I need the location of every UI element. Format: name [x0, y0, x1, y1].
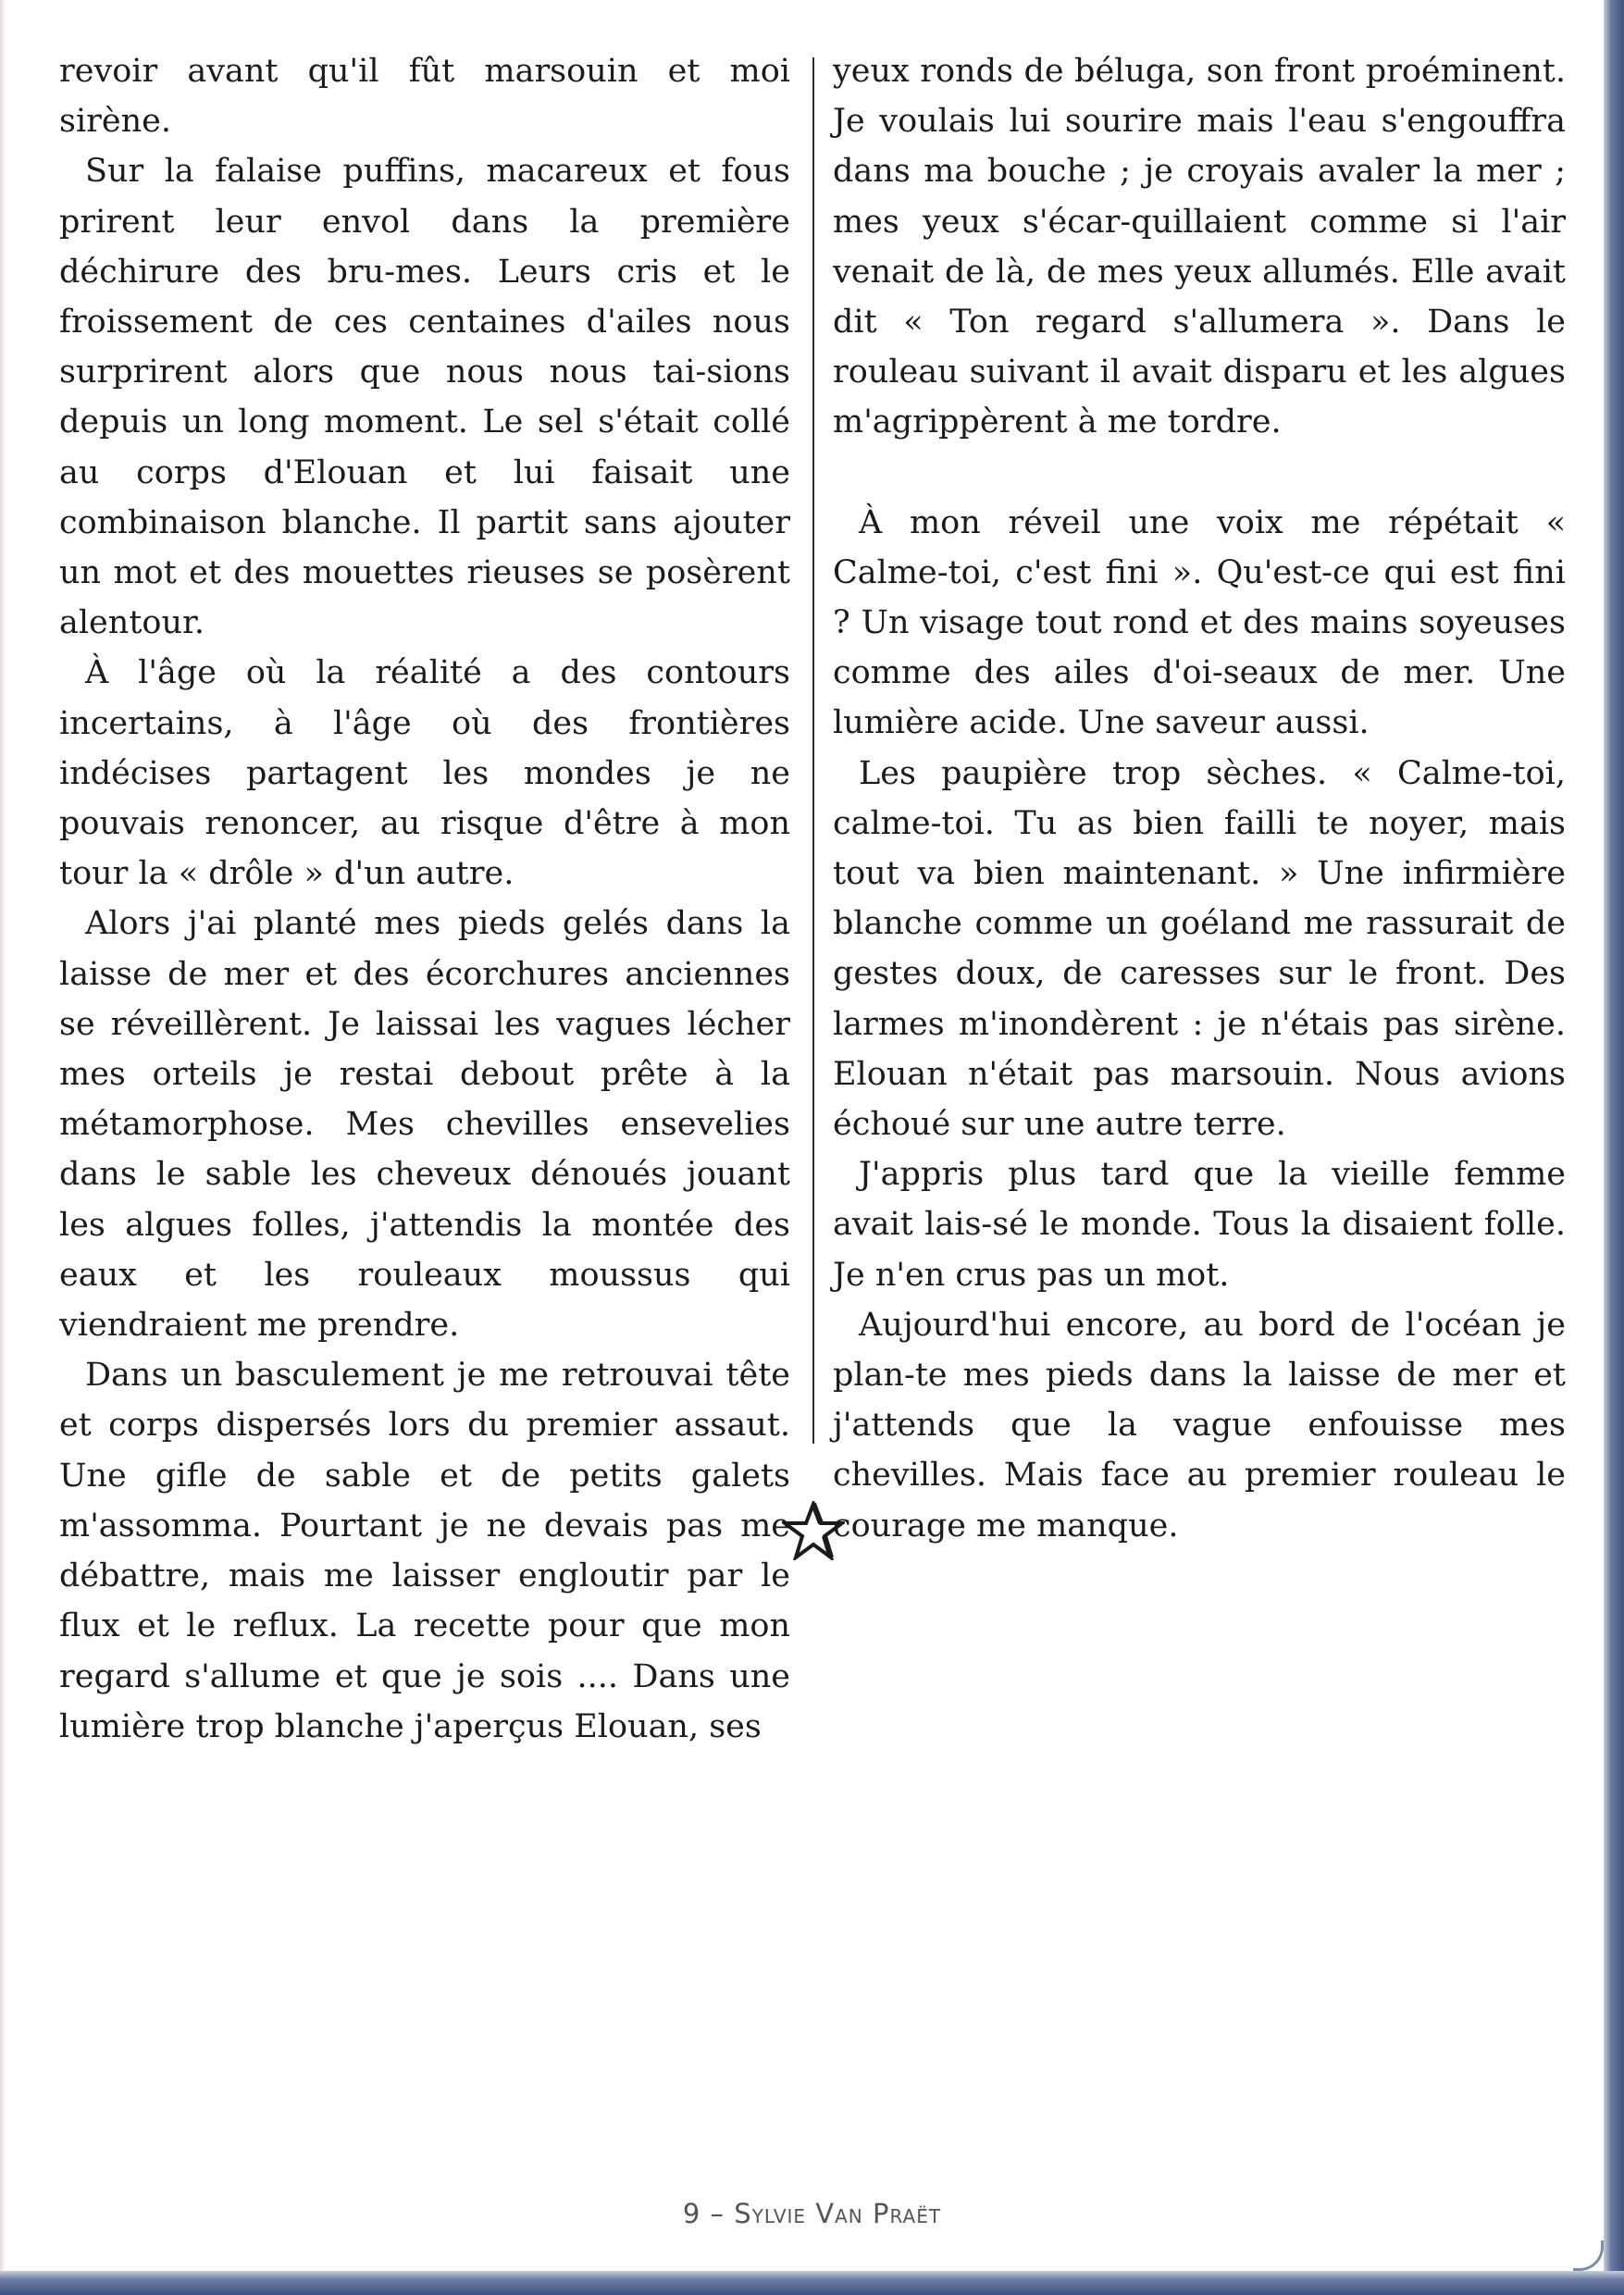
page-frame-corner	[1573, 2240, 1604, 2271]
paragraph: Sur la falaise puffins, macareux et fous prirent leur envol dans la première déchirure des bru-mes. Leurs cris et le froissement de ces centaines d'ailes nous surprirent alors que nous nous tai-sions depuis un long moment. Le sel s'était collé au corps d'Elouan et lui faisait une combinaison blanche. Il partit sans ajouter un mot et des mouettes rieuses se posèrent alentour.	[59, 153, 790, 642]
star-outline-icon	[782, 1501, 845, 1560]
paragraph: Aujourd'hui encore, au bord de l'océan je plan-te mes pieds dans la laisse de mer et j'attends que la vague enfouisse mes chevilles. Mais face au premier rouleau le courage me manque.	[833, 1306, 1566, 1544]
paragraph: À l'âge où la réalité a des contours incertains, à l'âge où des frontières indécises partagent les mondes je ne pouvais renoncer, au risque d'être à mon tour la « drôle » d'un autre.	[59, 654, 790, 893]
paragraph: Dans un basculement je me retrouvai tête et corps dispersés lors du premier assaut. Une gifle de sable et de petits galets m'assomma. Pourtant je ne devais pas me débattre, mais me laisser engloutir par le flux et le reflux. La recette pour que mon regard s'allume et que je sois .... Dans une lumière trop blanche j'aperçus Elouan, ses	[59, 1357, 790, 1745]
page-footer: 9 – Sylvie Van Praët	[682, 2198, 942, 2229]
paragraph: Alors j'ai planté mes pieds gelés dans la laisse de mer et des écorchures anciennes se réveillèrent. Je laissai les vagues lécher mes orteils je restai debout prête à la métamorphose. Mes chevilles ensevelies dans le sable les cheveux dénoués jouant les algues folles, j'attendis la montée des eaux et les rouleaux moussus qui viendraient me prendre.	[59, 905, 790, 1345]
text-column-left	[59, 46, 790, 1752]
paragraph: revoir avant qu'il fût marsouin et moi sirène.	[59, 53, 790, 141]
page-frame-right	[1604, 0, 1624, 2295]
text-column-right	[833, 46, 1566, 1551]
paragraph: À mon réveil une voix me répétait « Calme-toi, c'est fini ». Qu'est-ce qui est fini ? Un visage tout rond et des mains soyeuses comme des ailes d'oi-seaux de mer. Une lumière acide. Une saveur aussi.	[833, 503, 1566, 742]
page-frame-bottom	[0, 2271, 1624, 2295]
paragraph: yeux ronds de béluga, son front proéminent. Je voulais lui sourire mais l'eau s'engouffra dans ma bouche ; je croyais avaler la mer ; mes yeux s'écar-quillaient comme si l'air venait de là, de mes yeux allumés. Elle avait dit « Ton regard s'allumera ». Dans le rouleau suivant il avait disparu et les algues m'agrippèrent à me tordre.	[833, 53, 1566, 441]
paragraph: J'appris plus tard que la vieille femme avait lais-sé le monde. Tous la disaient folle. Je n'en crus pas un mot.	[833, 1156, 1566, 1294]
page-edge-tint	[0, 0, 6, 2295]
paragraph: Les paupière trop sèches. « Calme-toi, calme-toi. Tu as bien failli te noyer, mais tout va bien maintenant. » Une infirmière blanche comme un goéland me rassurait de gestes doux, de caresses sur le front. Des larmes m'inondèrent : je n'étais pas sirène. Elouan n'était pas marsouin. Nous avions échoué sur une autre terre.	[833, 754, 1566, 1144]
column-divider	[812, 57, 814, 1444]
